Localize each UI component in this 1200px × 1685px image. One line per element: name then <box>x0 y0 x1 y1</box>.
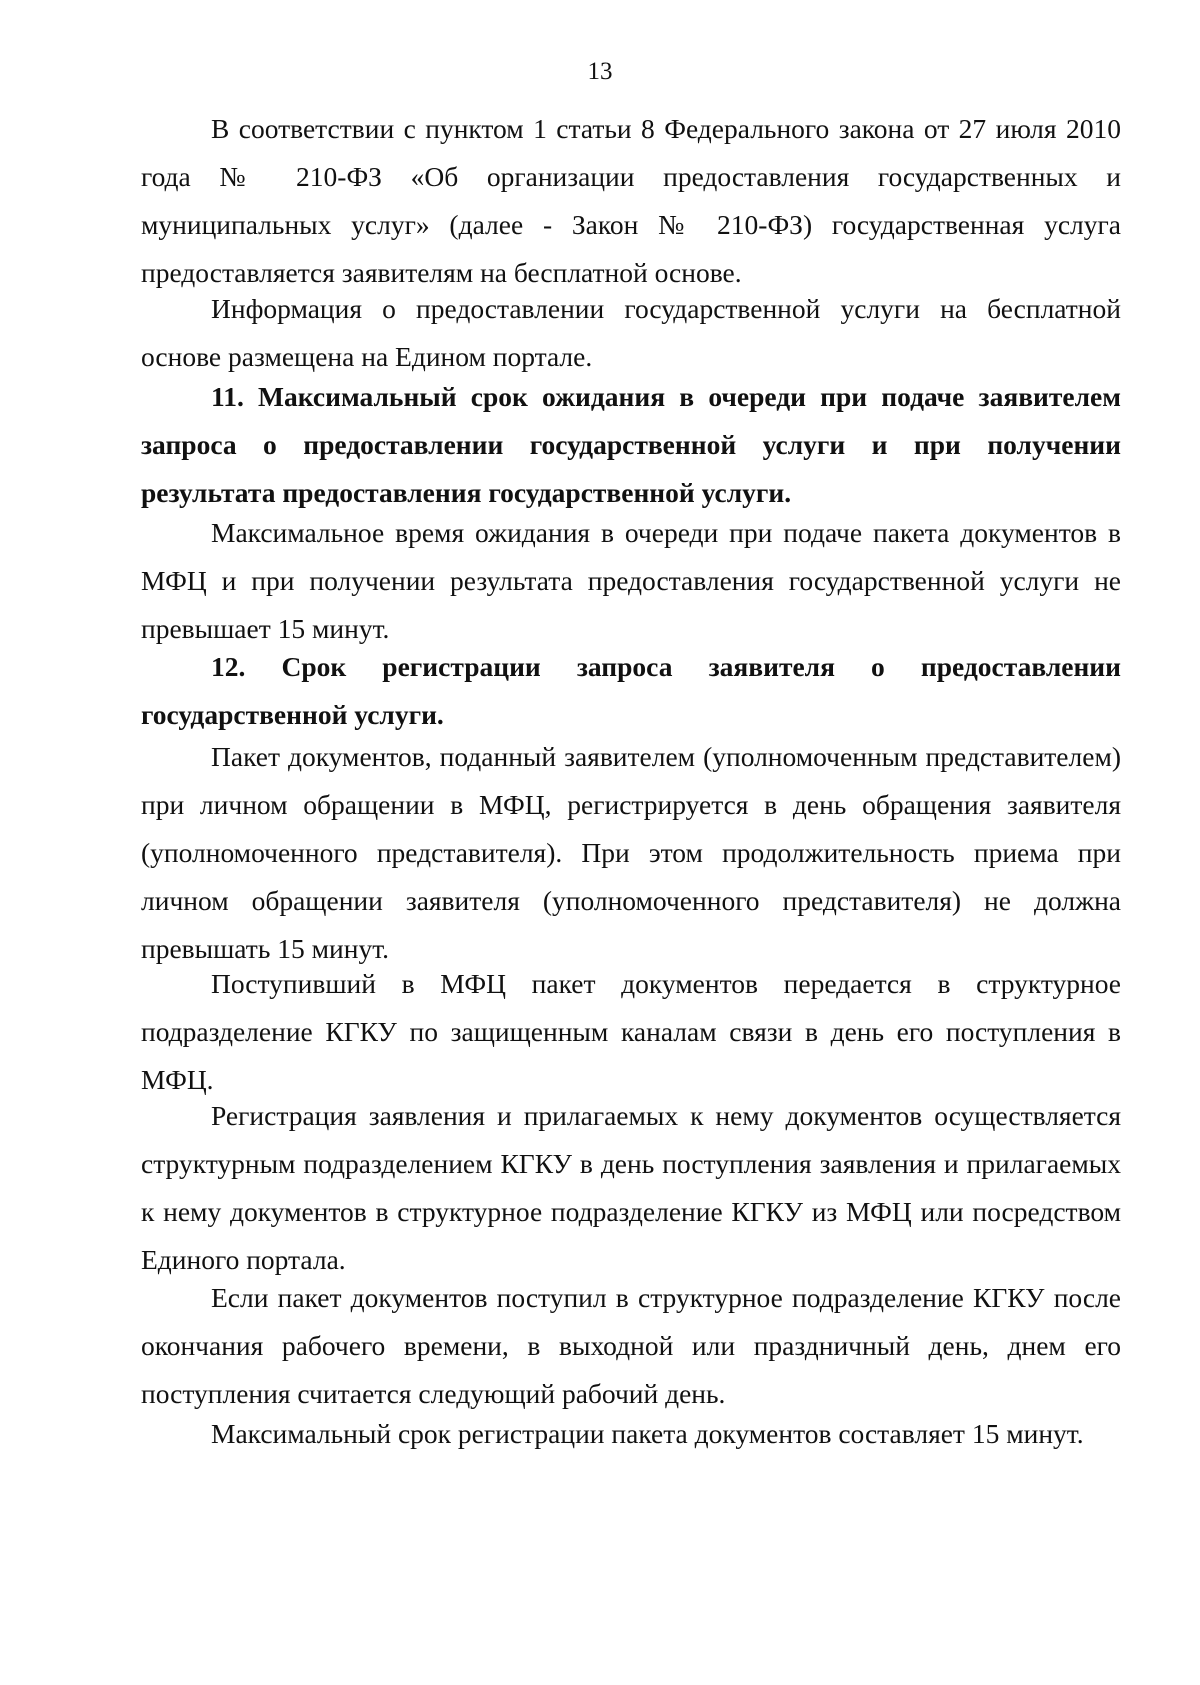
paragraph-registration-day: Пакет документов, поданный заявителем (уполномоченным представителем) при личном обращении в МФЦ, регистрируется в день обращения заявителя (уполномоченного представителя). При этом продолжительность приема при личном обращении заявителя (уполномоченного представителя) не должна превышать 15 минут. <box>141 741 1121 964</box>
paragraph-max-wait-time: Максимальное время ожидания в очереди при подаче пакета документов в МФЦ и при получении результата предоставления государственной услуги не превышает 15 минут. <box>141 517 1121 644</box>
paragraph-fee-basis: В соответствии с пунктом 1 статьи 8 Федерального закона от 27 июля 2010 года № 210-ФЗ «Об организации предоставления государственных и муниципальных услуг» (далее - Закон № 210-ФЗ) государственная услуга предоставляется заявителям на бесплатной основе. <box>141 113 1121 288</box>
paragraph-max-registration-time: Максимальный срок регистрации пакета документов составляет 15 минут. <box>211 1418 1084 1449</box>
paragraph-after-hours: Если пакет документов поступил в структурное подразделение КГКУ после окончания рабочего времени, в выходной или праздничный день, днем его поступления считается следующий рабочий день. <box>141 1282 1121 1409</box>
paragraph-registration-by-kgku: Регистрация заявления и прилагаемых к нему документов осуществляется структурным подразделением КГКУ в день поступления заявления и прилагаемых к нему документов в структурное подразделение КГКУ из МФЦ или посредством Единого портала. <box>141 1100 1121 1275</box>
section-heading-12: 12. Срок регистрации запроса заявителя о предоставлении государственной услуги. <box>141 651 1121 730</box>
section-heading-11: 11. Максимальный срок ожидания в очереди при подаче заявителем запроса о предоставлении государственной услуги и при получении результата предоставления государственной услуги. <box>141 381 1121 508</box>
page-number: 13 <box>587 58 613 85</box>
paragraph-fee-info: Информация о предоставлении государственной услуги на бесплатной основе размещена на Едином портале. <box>141 293 1121 372</box>
paragraph-transfer-to-kgku: Поступивший в МФЦ пакет документов передается в структурное подразделение КГКУ по защищенным каналам связи в день его поступления в МФЦ. <box>141 968 1121 1095</box>
